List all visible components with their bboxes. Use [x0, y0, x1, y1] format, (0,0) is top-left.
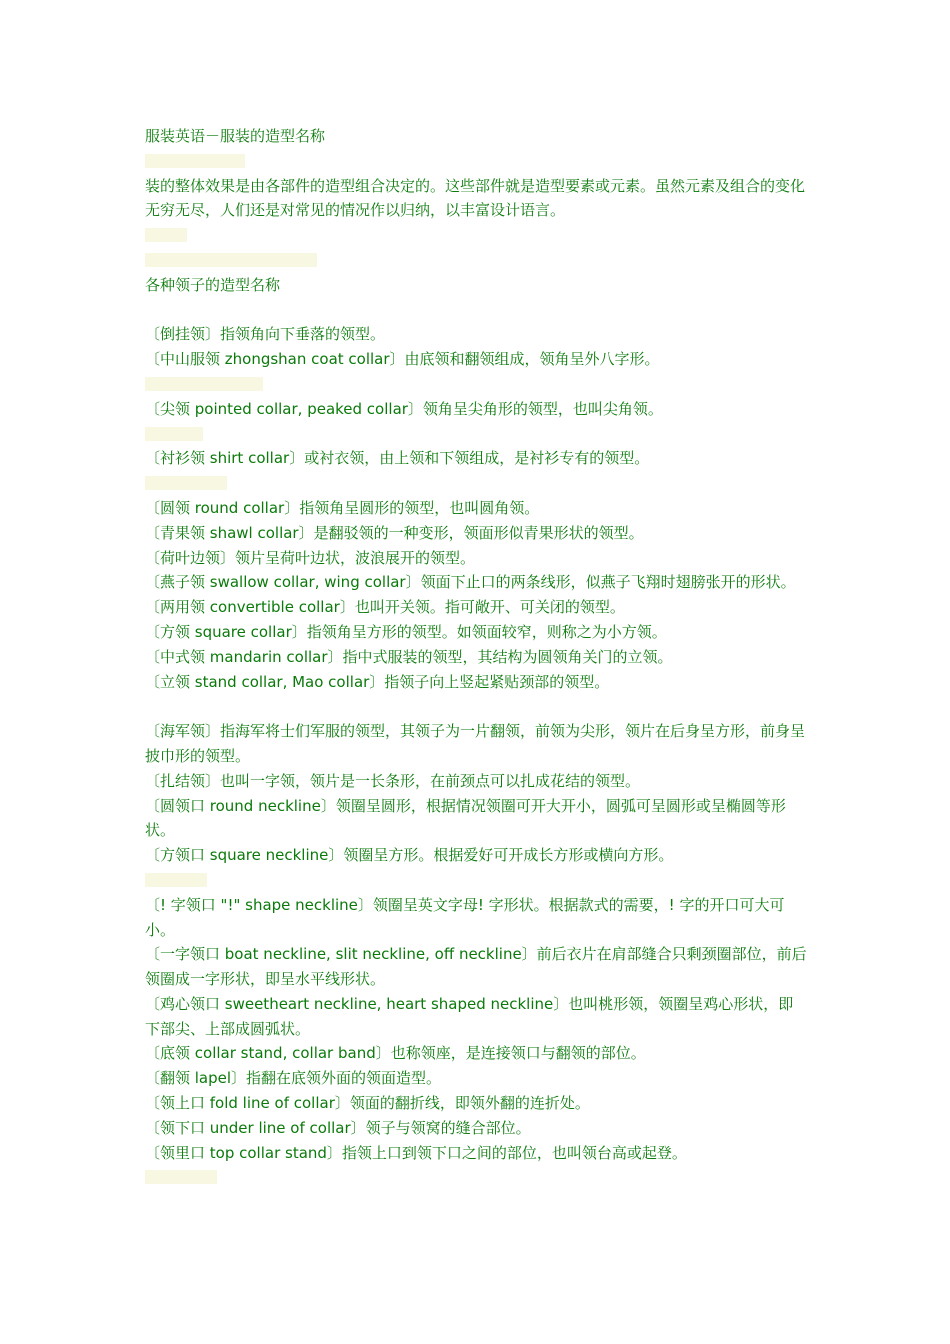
list-item: 〔中山服领 zhongshan coat collar〕由底领和翻领组成，领角呈外八字形。	[145, 350, 660, 369]
document-body	[145, 124, 807, 1190]
list-item: 〔倒挂领〕指领角向下垂落的领型。	[145, 325, 386, 344]
list-item: 〔鸡心领口 sweetheart neckline, heart shaped neckline〕也叫桃形领，领圈呈鸡心形状，即下部尖、上部成圆弧状。	[145, 994, 794, 1038]
list-item: 〔衬衫领 shirt collar〕或衬衣领，由上领和下领组成，是衬衫专有的领型。	[145, 449, 650, 468]
list-item: 〔中式领 mandarin collar〕指中式服装的领型，其结构为圆领角关门的立领。	[145, 647, 673, 666]
list-item: 〔方领口 square neckline〕领圈呈方形。根据爱好可开成长方形或横向方形。	[145, 846, 674, 865]
list-item: 〔立领 stand collar, Mao collar〕指领子向上竖起紧贴颈部的领型。	[145, 672, 610, 691]
list-item: 〔圆领口 round neckline〕领圈呈圆形，根据情况领圈可开大开小，圆弧可呈圆形或呈椭圆等形状。	[145, 796, 786, 840]
list-item: 〔扎结领〕也叫一字领，领片是一长条形，在前颈点可以扎成花结的领型。	[145, 771, 641, 790]
spacer	[145, 868, 807, 893]
list-item: 〔海军领〕指海军将士们军服的领型，其领子为一片翻领，前领为尖形，领片在后身呈方形，前身呈披巾形的领型。	[145, 722, 806, 765]
list-item: 〔一字领口 boat neckline, slit neckline, off neckline〕前后衣片在肩部缝合只剩颈圈部位，前后领圈成一字形状，即呈水平线形状。	[145, 945, 807, 989]
list-item: 〔方领 square collar〕指领角呈方形的领型。如领面较窄，则称之为小方领。	[145, 622, 667, 641]
list-item: 〔领里口 top collar stand〕指领上口到领下口之间的部位，也叫领台高或起登。	[145, 1143, 687, 1162]
document-title: 服装英语－服装的造型名称	[145, 127, 326, 145]
section-heading: 各种领子的造型名称	[145, 275, 281, 294]
list-item: 〔领下口 under line of collar〕领子与领窝的缝合部位。	[145, 1118, 531, 1137]
spacer	[145, 1165, 807, 1190]
spacer	[145, 223, 807, 248]
spacer	[145, 298, 807, 323]
spacer	[145, 694, 807, 719]
spacer	[145, 372, 807, 397]
list-item: 〔尖领 pointed collar, peaked collar〕领角呈尖角形的领型，也叫尖角领。	[145, 399, 663, 418]
list-item: 〔青果领 shawl collar〕是翻驳领的一种变形，领面形似青果形状的领型。	[145, 523, 644, 542]
list-item: 〔荷叶边领〕领片呈荷叶边状，波浪展开的领型。	[145, 548, 476, 567]
spacer	[145, 149, 807, 174]
intro-paragraph: 装的整体效果是由各部件的造型组合决定的。这些部件就是造型要素或元素。虽然元素及组合的变化无穷无尽，人们还是对常见的情况作以归纳，以丰富设计语言。	[145, 176, 806, 220]
list-item: 〔圆领 round collar〕指领角呈圆形的领型，也叫圆角领。	[145, 498, 540, 517]
list-item: 〔领上口 fold line of collar〕领面的翻折线，即领外翻的连折处。	[145, 1094, 590, 1113]
list-item: 〔两用领 convertible collar〕也叫开关领。指可敞开、可关闭的领型。	[145, 598, 625, 617]
spacer	[145, 248, 807, 273]
list-item: 〔底领 collar stand, collar band〕也称领座，是连接领口与翻领的部位。	[145, 1044, 646, 1063]
list-item: 〔! 字领口 "!" shape neckline〕领圈呈英文字母! 字形状。根据款式的需要，! 字的开口可大可小。	[145, 895, 785, 939]
list-item: 〔翻领 lapel〕指翻在底领外面的领面造型。	[145, 1069, 442, 1088]
spacer	[145, 471, 807, 496]
list-item: 〔燕子领 swallow collar, wing collar〕领面下止口的两条线形，似燕子飞翔时翅膀张开的形状。	[145, 573, 796, 592]
spacer	[145, 422, 807, 447]
